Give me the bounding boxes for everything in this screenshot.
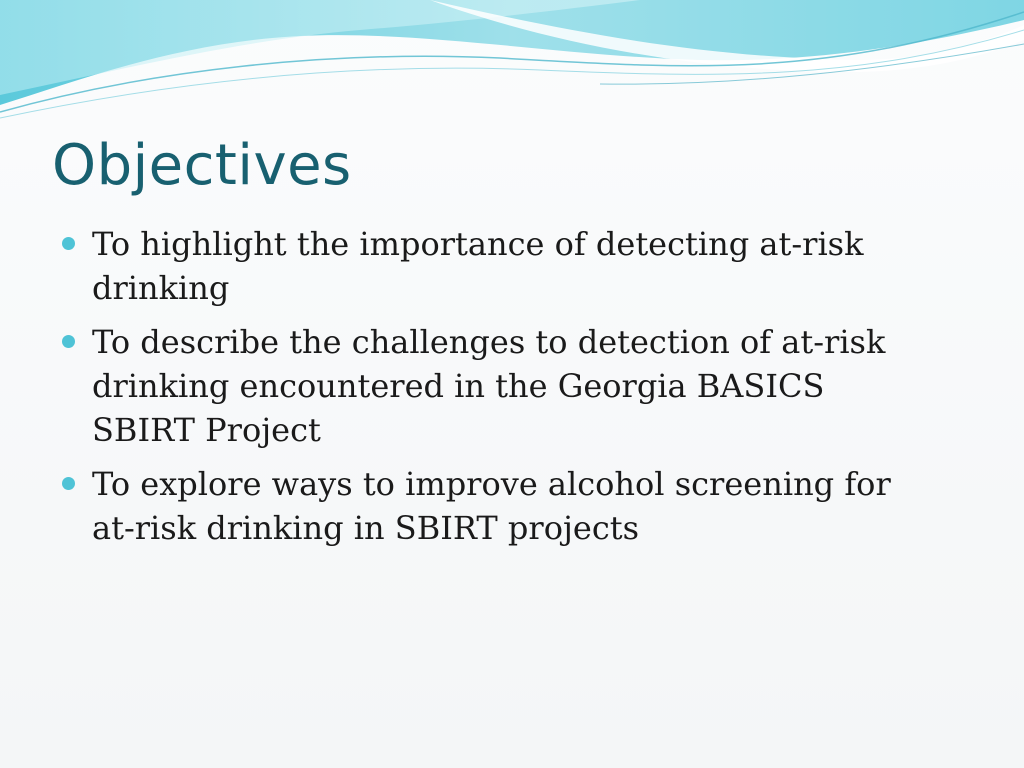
bullet-dot-icon xyxy=(62,477,75,490)
header-wave-decoration xyxy=(0,0,1024,120)
bullet-text: To describe the challenges to detection of at-risk drinking encountered in the Georgia BASICS SBIRT Project xyxy=(92,323,886,449)
bullet-item xyxy=(92,320,932,452)
bullet-text: To explore ways to improve alcohol screening for at-risk drinking in SBIRT projects xyxy=(92,465,891,547)
bullet-item xyxy=(92,462,932,550)
bullet-list xyxy=(92,222,932,560)
bullet-item xyxy=(92,222,932,310)
slide-title: Objectives xyxy=(52,133,352,198)
bullet-dot-icon xyxy=(62,335,75,348)
bullet-text: To highlight the importance of detecting at-risk drinking xyxy=(92,225,864,307)
bullet-dot-icon xyxy=(62,237,75,250)
